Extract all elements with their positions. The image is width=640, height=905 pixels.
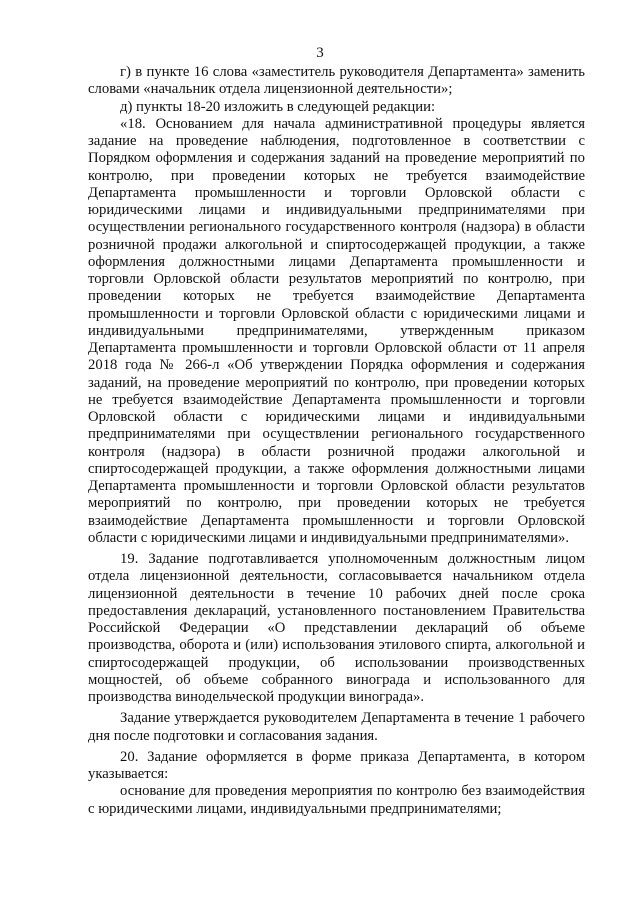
paragraph-basis: основание для проведения мероприятия по контролю без взаимодействия с юридическими лицами, индивидуальными предпринимателями; [88, 783, 585, 817]
page-number: 3 [316, 45, 324, 61]
paragraph-point-19: 19. Задание подготавливается уполномоченным должностным лицом отдела лицензионной деятельности, согласовывается начальником отдела лицензионной деятельности в течение 10 рабочих дней после срока предоставления деклараций, установленного постановлением Правительства Российской Федерации «О представлении деклараций об объеме производства, оборота и (или) использования этилового спирта, алкогольной и спиртосодержащей продукции, об использовании производственных мощностей, об объеме собранного винограда и использованного для производства винодельческой продукции винограда». [88, 551, 585, 705]
paragraph-item-d: д) пункты 18-20 изложить в следующей редакции: [120, 98, 436, 115]
document-body [88, 64, 585, 818]
paragraph-approval: Задание утверждается руководителем Департамента в течение 1 рабочего дня после подготовки и согласования задания. [88, 710, 585, 744]
paragraph-item-g: г) в пункте 16 слова «заместитель руководителя Департамента» заменить словами «начальник отдела лицензионной деятельности»; [88, 64, 585, 98]
paragraph-point-18: «18. Основанием для начала административной процедуры является задание на проведение наблюдения, подготовленное в соответствии с Порядком оформления и содержания заданий на проведение мероприятий по контролю, при проведении которых не требуется взаимодействие Департамента промышленности и торговли Орловской области с юридическими лицами и индивидуальными предпринимателями при осуществлении регионального государственного контроля (надзора) в области розничной продажи алкогольной и спиртосодержащей продукции, а также оформления должностными лицами Департамента промышленности и торговли Орловской области результатов мероприятий по контролю, при проведении которых не требуется взаимодействие Департамента промышленности и торговли Орловской области с юридическими лицами и индивидуальными предпринимателями, утвержденным приказом Департамента промышленности и торговли Орловской области от 11 апреля 2018 года № 266-л «Об утверждении Порядка оформления и содержания заданий, на проведение мероприятий по контролю, при проведении которых не требуется взаимодействие Департамента промышленности и торговли Орловской области с юридическими лицами и индивидуальными предпринимателями при осуществлении регионального государственного контроля (надзора) в области розничной продажи алкогольной и спиртосодержащей продукции, а также оформления должностными лицами Департамента промышленности и торговли Орловской области результатов мероприятий по контролю, при проведении которых не требуется взаимодействие Департамента промышленности и торговли Орловской области с юридическими лицами и индивидуальными предпринимателями». [88, 115, 585, 546]
paragraph-point-20: 20. Задание оформляется в форме приказа Департамента, в котором указывается: [88, 748, 585, 782]
